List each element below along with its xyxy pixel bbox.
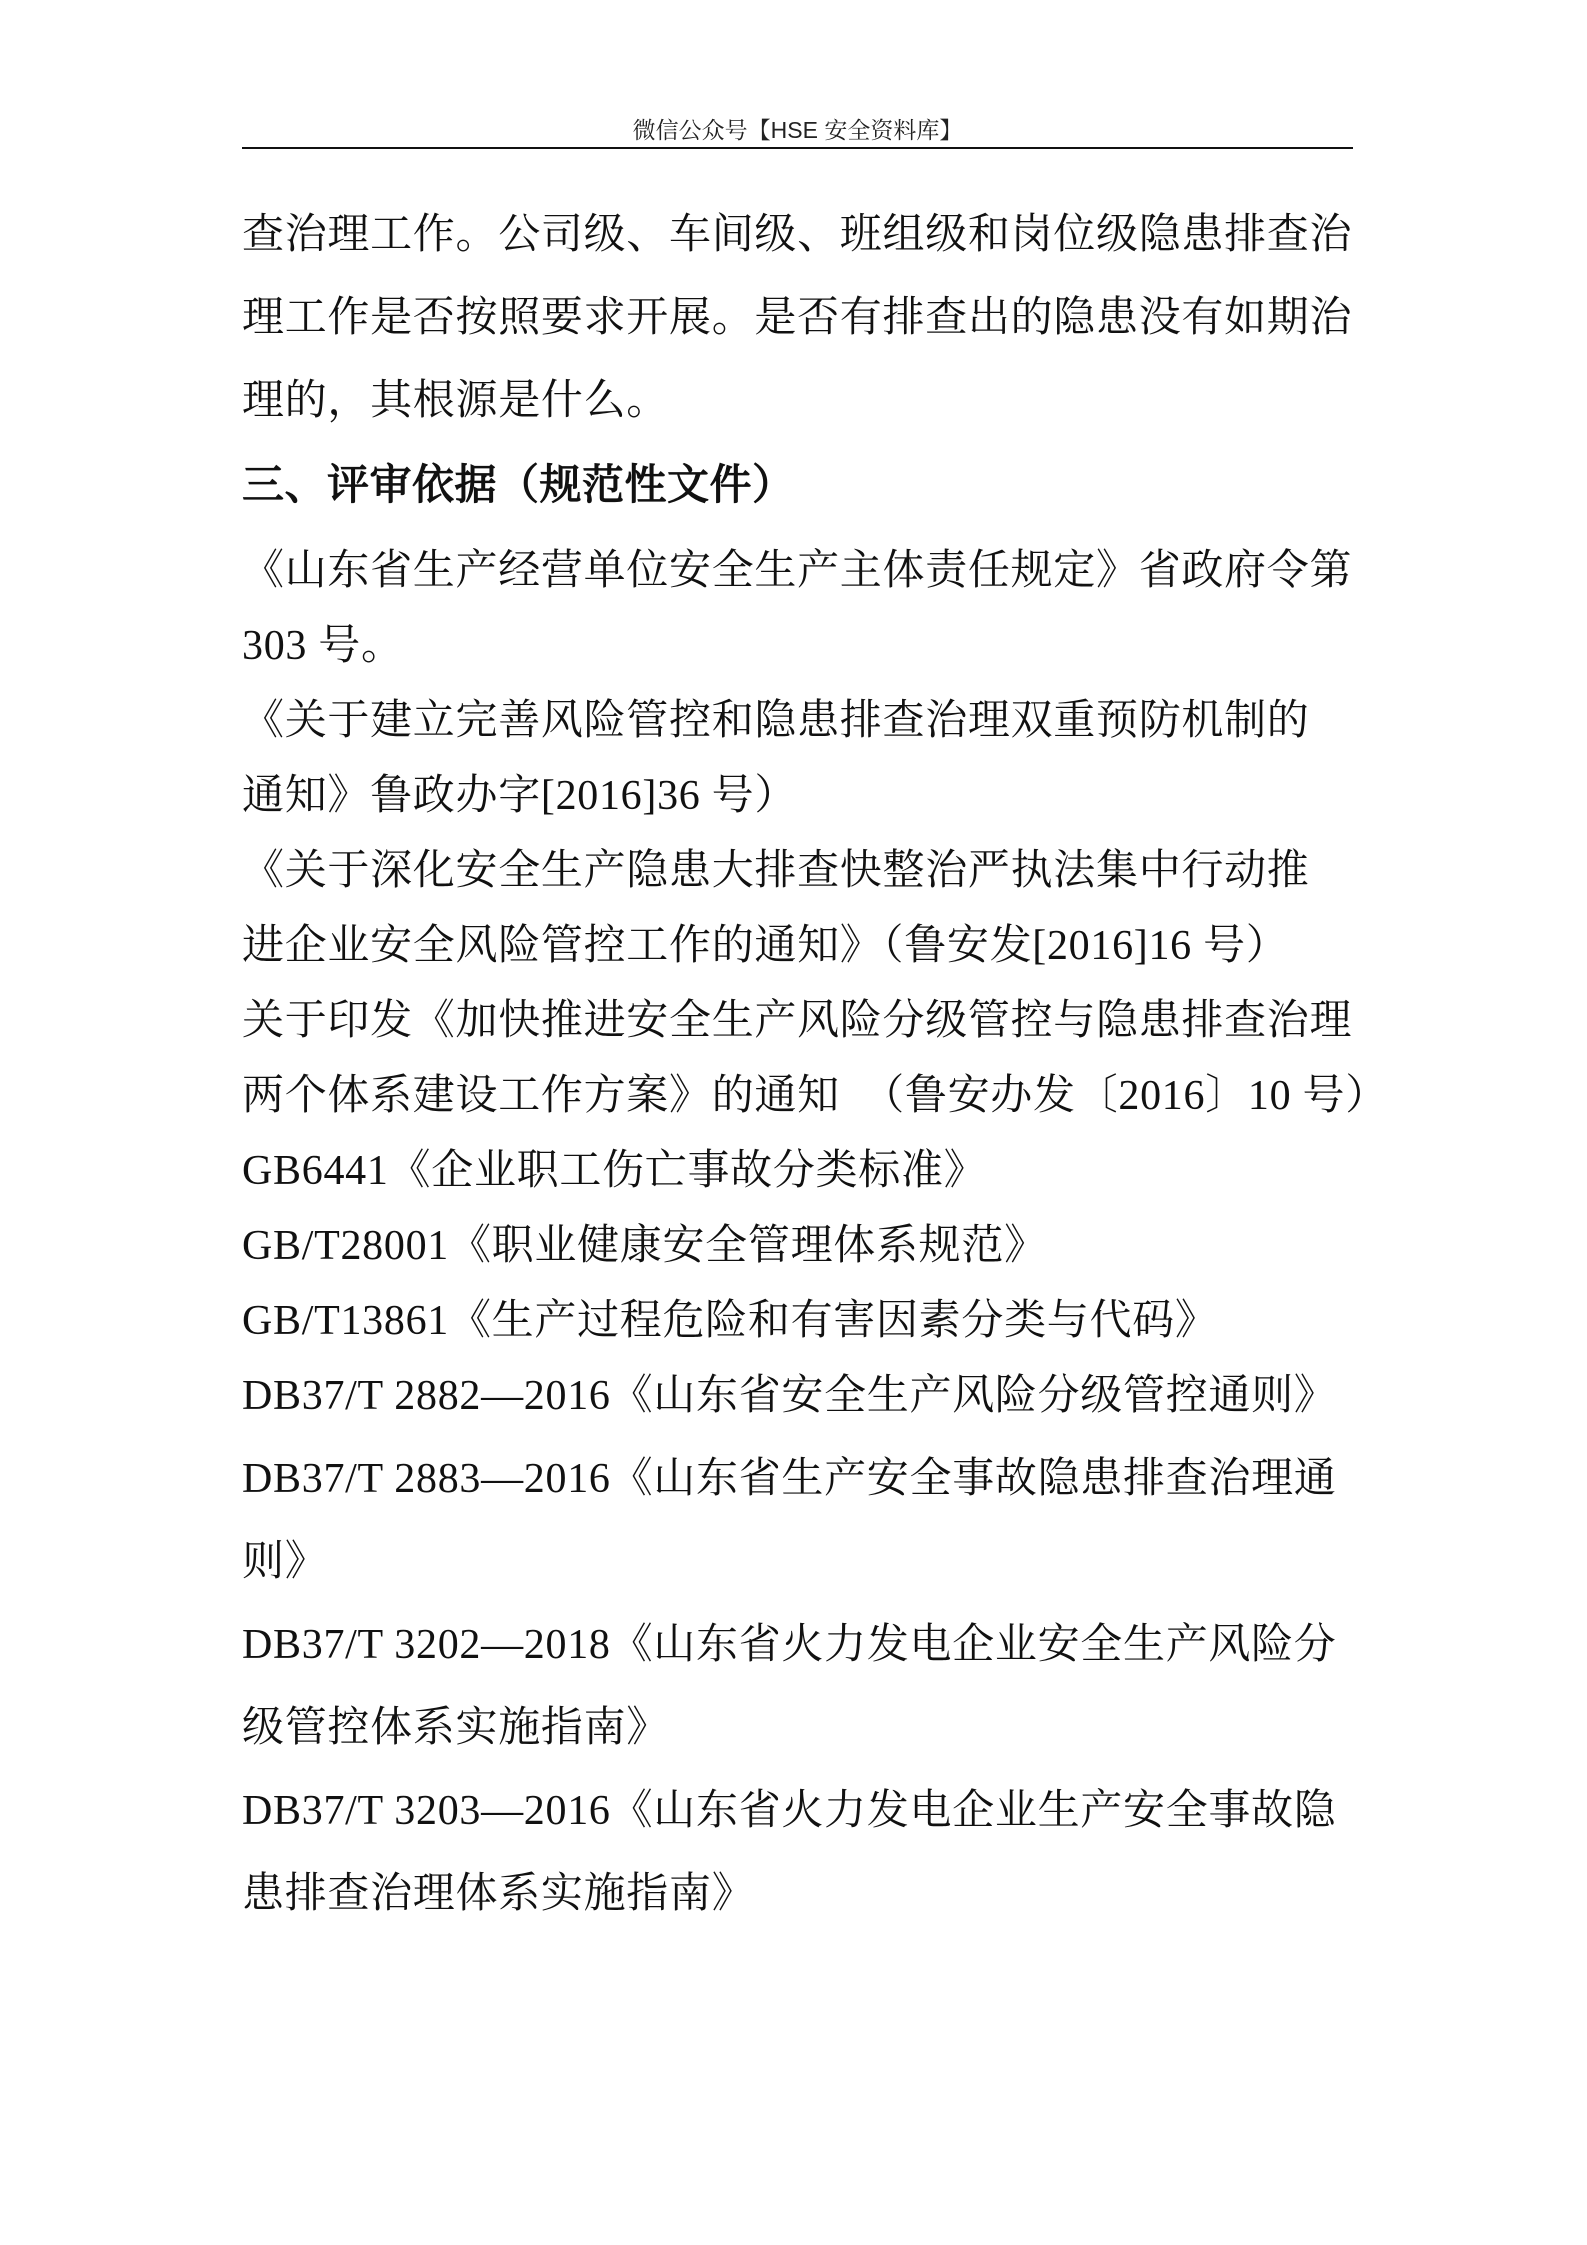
- reference-line: DB37/T 2882—2016《山东省安全生产风险分级管控通则》: [242, 1373, 1337, 1419]
- reference-line: 《关于深化安全生产隐患大排查快整治严执法集中行动推: [242, 848, 1310, 894]
- reference-item: [242, 1438, 1353, 1604]
- header-rule: [242, 147, 1353, 149]
- header-title: 微信公众号【HSE 安全资料库】: [632, 117, 963, 143]
- reference-item: [242, 1770, 1353, 1936]
- reference-line: GB/T13861《生产过程危险和有害因素分类与代码》: [242, 1298, 1218, 1344]
- reference-line: GB/T28001《职业健康安全管理体系规范》: [242, 1223, 1047, 1269]
- reference-item: [242, 684, 1353, 834]
- section-heading: 三、评审依据（规范性文件）: [242, 460, 795, 509]
- reference-list-continued: [242, 1438, 1353, 1936]
- reference-line: DB37/T 2883—2016《山东省生产安全事故隐患排查治理通: [242, 1456, 1337, 1502]
- reference-item: [242, 534, 1353, 684]
- intro-paragraph: [242, 194, 1353, 443]
- reference-line: GB6441《企业职工伤亡事故分类标准》: [242, 1148, 987, 1194]
- reference-line: 进企业安全风险管控工作的通知》（鲁安发[2016]16 号）: [242, 923, 1289, 969]
- reference-line: 《山东省生产经营单位安全生产主体责任规定》省政府令第: [242, 548, 1353, 594]
- reference-line: DB37/T 3202—2018《山东省火力发电企业安全生产风险分: [242, 1622, 1337, 1668]
- text-line: 查治理工作。公司级、车间级、班组级和岗位级隐患排查治: [242, 212, 1353, 258]
- document-body: [242, 194, 1388, 1936]
- reference-line: 关于印发《加快推进安全生产风险分级管控与隐患排查治理: [242, 998, 1353, 1044]
- reference-item: [242, 834, 1353, 984]
- reference-item: [242, 1134, 1353, 1209]
- reference-line: 303 号。: [242, 623, 404, 669]
- reference-list: [242, 534, 1388, 1434]
- reference-item: [242, 1209, 1353, 1284]
- reference-line: 两个体系建设工作方案》的通知 （鲁安办发〔2016〕10 号）: [242, 1073, 1388, 1119]
- reference-line: 则》: [242, 1539, 328, 1585]
- reference-item: [242, 984, 1388, 1134]
- reference-item: [242, 1284, 1353, 1359]
- reference-line: 患排查治理体系实施指南》: [242, 1871, 755, 1917]
- reference-line: DB37/T 3203—2016《山东省火力发电企业生产安全事故隐: [242, 1788, 1337, 1834]
- reference-item: [242, 1359, 1353, 1434]
- reference-line: 通知》鲁政办字[2016]36 号）: [242, 773, 798, 819]
- text-line: 理工作是否按照要求开展。是否有排查出的隐患没有如期治: [242, 295, 1353, 341]
- reference-line: 级管控体系实施指南》: [242, 1705, 670, 1751]
- reference-line: 《关于建立完善风险管控和隐患排查治理双重预防机制的: [242, 698, 1310, 744]
- page-header: [242, 114, 1353, 149]
- text-line: 理的，其根源是什么。: [242, 378, 670, 424]
- reference-item: [242, 1604, 1353, 1770]
